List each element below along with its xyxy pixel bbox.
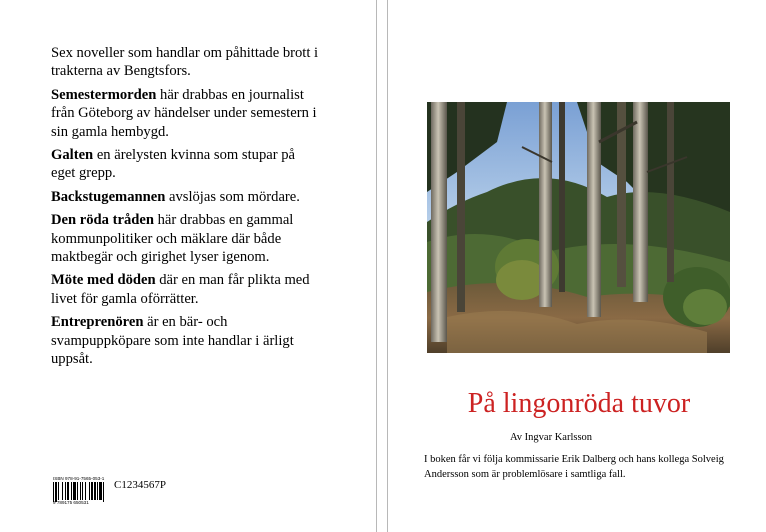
barcode-bar xyxy=(77,482,78,500)
barcode-bar xyxy=(67,482,69,500)
blurb-story-backstugemannen xyxy=(51,188,321,206)
author-byline: Av Ingvar Karlsson xyxy=(510,432,593,443)
book-title: På lingonröda tuvor xyxy=(467,388,691,419)
isbn-barcode xyxy=(53,476,113,506)
story-title: Entreprenören xyxy=(51,314,144,331)
barcode-bar xyxy=(103,482,104,502)
barcode-bar xyxy=(53,482,54,502)
back-cover xyxy=(0,0,376,532)
story-description: är en bär- och svampuppköpare som inte handlar i ärligt uppsåt. xyxy=(51,314,294,368)
barcode-bar xyxy=(80,482,81,500)
story-title: Möte med döden xyxy=(51,272,156,289)
story-description: avslöjas som mördare. xyxy=(165,188,300,205)
blurb-intro: Sex noveller som handlar om påhittade brott i trakterna av Bengtsfors. xyxy=(51,45,319,80)
front-synopsis: I boken får vi följa kommissarie Erik Dalberg och hans kollega Solveig Andersson som är problemlösare i samtliga fall. xyxy=(424,454,724,480)
product-code: C1234567P xyxy=(114,479,166,491)
barcode-bar xyxy=(73,482,76,500)
barcode-bar xyxy=(91,482,93,500)
isbn-label: ISBN 978-91-7565-053-1 xyxy=(53,476,105,481)
blurb-story-galten xyxy=(51,146,321,183)
story-title: Semestermorden xyxy=(51,86,157,103)
story-description: här drabbas en gammal kommunpolitiker och mäklare där både maktbegär och girighet lyser igenom. xyxy=(51,212,294,266)
story-title: Backstugemannen xyxy=(51,188,166,205)
story-description: en ärelysten kvinna som stupar på eget grepp. xyxy=(51,147,295,182)
barcode-bar xyxy=(62,482,63,500)
blurb-story-mote-med-doden xyxy=(51,271,321,308)
story-description: här drabbas en journalist från Göteborg av händelser under semestern i sin gamla hembygd. xyxy=(51,86,317,140)
spine-edge-left xyxy=(376,0,377,532)
blurb-story-den-roda-traden xyxy=(51,211,321,266)
story-description: där en man får plikta med livet för gamla oförrätter. xyxy=(51,272,310,307)
forest-image xyxy=(427,102,730,353)
story-title: Galten xyxy=(51,147,94,164)
barcode-bar xyxy=(85,482,86,500)
barcode-bar xyxy=(97,482,98,500)
barcode-bar xyxy=(65,482,66,500)
barcode-bar xyxy=(55,482,57,502)
front-cover xyxy=(387,0,766,532)
barcode-bar xyxy=(94,482,96,500)
back-cover-blurb xyxy=(51,44,321,374)
story-title: Den röda tråden xyxy=(51,212,154,229)
barcode-bar xyxy=(58,482,59,500)
barcode-bar xyxy=(99,482,102,500)
barcode-number: 9 789175 650531 xyxy=(53,500,89,505)
blurb-story-entreprenoren xyxy=(51,313,321,368)
barcode-bar xyxy=(89,482,90,500)
barcode-bar xyxy=(71,482,72,500)
blurb-story-semestermorden xyxy=(51,86,321,141)
barcode-bar xyxy=(82,482,83,500)
cover-photo-forest xyxy=(427,102,730,353)
barcode-graphic xyxy=(53,482,113,502)
